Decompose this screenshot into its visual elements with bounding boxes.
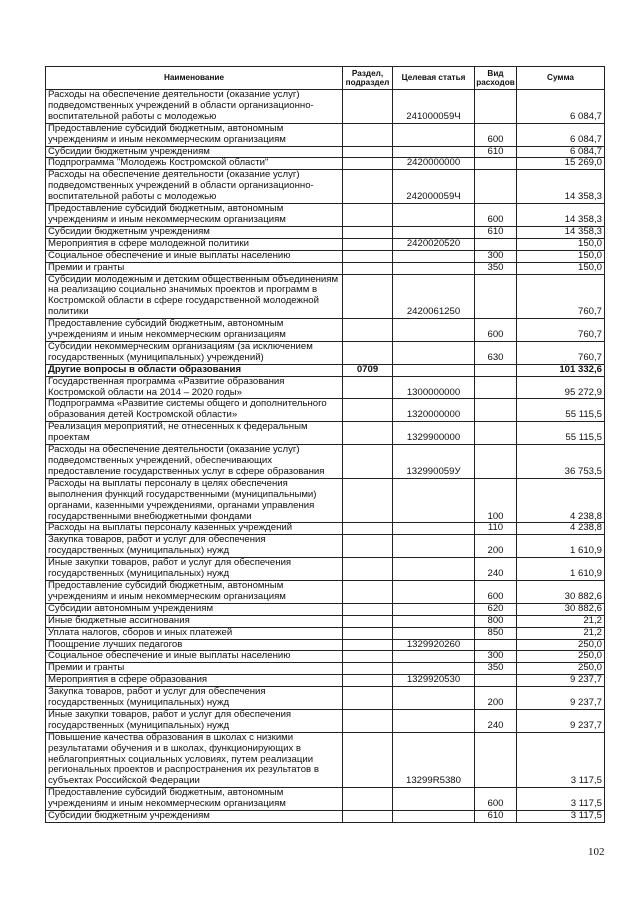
row-name: Премии и гранты bbox=[46, 663, 343, 675]
table-row bbox=[46, 558, 605, 581]
row-kind bbox=[475, 364, 517, 376]
row-target: 1329920530 bbox=[393, 675, 475, 687]
row-kind bbox=[475, 732, 517, 788]
row-section bbox=[343, 341, 393, 364]
row-kind bbox=[475, 445, 517, 479]
row-kind bbox=[475, 422, 517, 445]
row-sum: 250,0 bbox=[517, 663, 605, 675]
table-row bbox=[46, 341, 605, 364]
row-target bbox=[393, 627, 475, 639]
row-name: Предоставление субсидий бюджетным, автономным учреждениям и иным некоммерческим организациям bbox=[46, 580, 343, 603]
row-kind: 600 bbox=[475, 580, 517, 603]
row-sum: 3 117,5 bbox=[517, 788, 605, 811]
row-sum: 30 882,6 bbox=[517, 603, 605, 615]
row-target bbox=[393, 478, 475, 523]
row-name: Расходы на обеспечение деятельности (оказание услуг) подведомственных учреждений в области организационно-воспитательной работы с молодежью bbox=[46, 90, 343, 124]
table-row bbox=[46, 732, 605, 788]
row-section bbox=[343, 558, 393, 581]
row-target: 1329920260 bbox=[393, 639, 475, 651]
row-kind: 240 bbox=[475, 709, 517, 732]
row-kind: 850 bbox=[475, 627, 517, 639]
row-section bbox=[343, 615, 393, 627]
row-sum: 3 117,5 bbox=[517, 811, 605, 823]
row-target bbox=[393, 250, 475, 262]
row-sum: 6 084,7 bbox=[517, 90, 605, 124]
row-target: 1300000000 bbox=[393, 376, 475, 399]
table-row bbox=[46, 603, 605, 615]
row-target bbox=[393, 663, 475, 675]
row-sum: 150,0 bbox=[517, 250, 605, 262]
table-row bbox=[46, 250, 605, 262]
row-sum: 250,0 bbox=[517, 639, 605, 651]
table-row bbox=[46, 523, 605, 535]
row-kind: 300 bbox=[475, 651, 517, 663]
row-section bbox=[343, 238, 393, 250]
table-header bbox=[46, 67, 605, 90]
row-sum: 14 358,3 bbox=[517, 170, 605, 204]
row-target bbox=[393, 226, 475, 238]
row-sum: 150,0 bbox=[517, 262, 605, 274]
row-section bbox=[343, 158, 393, 170]
table-row bbox=[46, 639, 605, 651]
row-target: 2420000000 bbox=[393, 158, 475, 170]
row-sum: 15 269,0 bbox=[517, 158, 605, 170]
row-target: 2420061250 bbox=[393, 274, 475, 319]
row-target: 2420020520 bbox=[393, 238, 475, 250]
row-name: Предоставление субсидий бюджетным, автономным учреждениям и иным некоммерческим организациям bbox=[46, 123, 343, 146]
row-target bbox=[393, 603, 475, 615]
row-target bbox=[393, 651, 475, 663]
row-name: Повышение качества образования в школах с низкими результатами обучения и в школах, функционирующих в неблагоприятных социальных условиях, путем реализации региональных проектов и распространения их результатов в субъектах Российской Федерации bbox=[46, 732, 343, 788]
row-sum: 3 117,5 bbox=[517, 732, 605, 788]
row-kind: 610 bbox=[475, 146, 517, 158]
row-section bbox=[343, 580, 393, 603]
table-row bbox=[46, 274, 605, 319]
table-body bbox=[46, 90, 605, 823]
row-kind: 630 bbox=[475, 341, 517, 364]
row-sum: 4 238,8 bbox=[517, 523, 605, 535]
row-kind bbox=[475, 274, 517, 319]
row-name: Социальное обеспечение и иные выплаты населению bbox=[46, 250, 343, 262]
row-section bbox=[343, 535, 393, 558]
row-target bbox=[393, 341, 475, 364]
row-section bbox=[343, 627, 393, 639]
row-section bbox=[343, 146, 393, 158]
row-name: Субсидии автономным учреждениям bbox=[46, 603, 343, 615]
row-name: Подпрограмма «Развитие системы общего и дополнительного образования детей Костромской области» bbox=[46, 399, 343, 422]
row-name: Мероприятия в сфере образования bbox=[46, 675, 343, 687]
row-section bbox=[343, 603, 393, 615]
row-kind bbox=[475, 158, 517, 170]
row-target bbox=[393, 535, 475, 558]
row-kind: 600 bbox=[475, 123, 517, 146]
table-row bbox=[46, 170, 605, 204]
row-target: 132990059У bbox=[393, 445, 475, 479]
row-target bbox=[393, 319, 475, 342]
table-row bbox=[46, 158, 605, 170]
table-row bbox=[46, 319, 605, 342]
table-row bbox=[46, 262, 605, 274]
budget-table bbox=[45, 66, 605, 823]
row-section bbox=[343, 204, 393, 227]
row-kind: 350 bbox=[475, 262, 517, 274]
row-kind: 600 bbox=[475, 788, 517, 811]
row-section bbox=[343, 675, 393, 687]
row-section bbox=[343, 319, 393, 342]
row-section bbox=[343, 226, 393, 238]
row-target: 241000059Ч bbox=[393, 90, 475, 124]
page-number: 102 bbox=[588, 846, 605, 858]
row-section bbox=[343, 274, 393, 319]
row-target bbox=[393, 364, 475, 376]
header-row bbox=[46, 67, 605, 90]
row-sum: 6 084,7 bbox=[517, 123, 605, 146]
table-row bbox=[46, 204, 605, 227]
row-name: Мероприятия в сфере молодежной политики bbox=[46, 238, 343, 250]
row-section bbox=[343, 170, 393, 204]
row-name: Предоставление субсидий бюджетным, автономным учреждениям и иным некоммерческим организациям bbox=[46, 788, 343, 811]
row-target: 1320000000 bbox=[393, 399, 475, 422]
row-sum: 36 753,5 bbox=[517, 445, 605, 479]
row-kind: 800 bbox=[475, 615, 517, 627]
row-section bbox=[343, 262, 393, 274]
table-row bbox=[46, 422, 605, 445]
table-row bbox=[46, 651, 605, 663]
row-kind: 620 bbox=[475, 603, 517, 615]
row-kind: 350 bbox=[475, 663, 517, 675]
row-section bbox=[343, 523, 393, 535]
row-section bbox=[343, 788, 393, 811]
row-kind: 300 bbox=[475, 250, 517, 262]
row-name: Государственная программа «Развитие образования Костромской области на 2014 – 2020 годы» bbox=[46, 376, 343, 399]
row-kind: 600 bbox=[475, 204, 517, 227]
table-row bbox=[46, 399, 605, 422]
row-sum: 95 272,9 bbox=[517, 376, 605, 399]
row-target bbox=[393, 788, 475, 811]
row-target bbox=[393, 204, 475, 227]
row-section bbox=[343, 732, 393, 788]
row-name: Закупка товаров, работ и услуг для обеспечения государственных (муниципальных) нужд bbox=[46, 535, 343, 558]
row-target: 13299R5380 bbox=[393, 732, 475, 788]
row-kind bbox=[475, 90, 517, 124]
row-sum: 1 610,9 bbox=[517, 535, 605, 558]
row-sum: 14 358,3 bbox=[517, 204, 605, 227]
row-name: Предоставление субсидий бюджетным, автономным учреждениям и иным некоммерческим организациям bbox=[46, 204, 343, 227]
row-kind: 110 bbox=[475, 523, 517, 535]
row-name: Социальное обеспечение и иные выплаты населению bbox=[46, 651, 343, 663]
header-target: Целевая статья bbox=[393, 67, 475, 90]
row-sum: 250,0 bbox=[517, 651, 605, 663]
row-name: Расходы на выплаты персоналу в целях обеспечения выполнения функций государственными (муниципальными) органами, казенными учреждениями, органами управления государственными внебюджетными фондами bbox=[46, 478, 343, 523]
row-sum: 4 238,8 bbox=[517, 478, 605, 523]
row-name: Реализация мероприятий, не отнесенных к федеральным проектам bbox=[46, 422, 343, 445]
row-sum: 21,2 bbox=[517, 615, 605, 627]
row-kind bbox=[475, 170, 517, 204]
row-section bbox=[343, 399, 393, 422]
row-sum: 21,2 bbox=[517, 627, 605, 639]
row-section: 0709 bbox=[343, 364, 393, 376]
row-target bbox=[393, 262, 475, 274]
table-row bbox=[46, 811, 605, 823]
row-section bbox=[343, 687, 393, 710]
row-name: Предоставление субсидий бюджетным, автономным учреждениям и иным некоммерческим организациям bbox=[46, 319, 343, 342]
row-kind bbox=[475, 376, 517, 399]
row-target bbox=[393, 558, 475, 581]
row-name: Уплата налогов, сборов и иных платежей bbox=[46, 627, 343, 639]
table-row bbox=[46, 627, 605, 639]
row-name: Премии и гранты bbox=[46, 262, 343, 274]
row-target bbox=[393, 811, 475, 823]
row-name: Субсидии бюджетным учреждениям bbox=[46, 226, 343, 238]
row-sum: 760,7 bbox=[517, 274, 605, 319]
row-section bbox=[343, 709, 393, 732]
row-target bbox=[393, 709, 475, 732]
table-row bbox=[46, 364, 605, 376]
row-name: Поощрение лучших педагогов bbox=[46, 639, 343, 651]
row-sum: 9 237,7 bbox=[517, 675, 605, 687]
row-section bbox=[343, 123, 393, 146]
row-section bbox=[343, 811, 393, 823]
row-name: Иные закупки товаров, работ и услуг для обеспечения государственных (муниципальных) нужд bbox=[46, 558, 343, 581]
row-kind: 100 bbox=[475, 478, 517, 523]
table-row bbox=[46, 445, 605, 479]
row-name: Закупка товаров, работ и услуг для обеспечения государственных (муниципальных) нужд bbox=[46, 687, 343, 710]
header-name: Наименование bbox=[46, 67, 343, 90]
row-name: Субсидии некоммерческим организациям (за исключением государственных (муниципальных) учреждений) bbox=[46, 341, 343, 364]
row-kind: 600 bbox=[475, 319, 517, 342]
row-sum: 101 332,6 bbox=[517, 364, 605, 376]
row-sum: 55 115,5 bbox=[517, 422, 605, 445]
row-kind: 200 bbox=[475, 687, 517, 710]
table-row bbox=[46, 146, 605, 158]
row-name: Расходы на обеспечение деятельности (оказание услуг) подведомственных учреждений, обеспечивающих предоставление государственных услуг в сфере образования bbox=[46, 445, 343, 479]
table-row bbox=[46, 675, 605, 687]
row-name: Субсидии бюджетным учреждениям bbox=[46, 811, 343, 823]
table-row bbox=[46, 90, 605, 124]
row-kind: 610 bbox=[475, 226, 517, 238]
row-name: Другие вопросы в области образования bbox=[46, 364, 343, 376]
row-name: Субсидии молодежным и детским общественным объединениям на реализацию социально значимых проектов и программ в Костромской области в сфере государственной молодежной политики bbox=[46, 274, 343, 319]
table-row bbox=[46, 788, 605, 811]
row-target bbox=[393, 580, 475, 603]
row-sum: 760,7 bbox=[517, 319, 605, 342]
row-target: 242000059Ч bbox=[393, 170, 475, 204]
row-kind bbox=[475, 238, 517, 250]
row-kind: 200 bbox=[475, 535, 517, 558]
row-kind: 240 bbox=[475, 558, 517, 581]
row-kind bbox=[475, 639, 517, 651]
row-sum: 9 237,7 bbox=[517, 687, 605, 710]
row-target bbox=[393, 123, 475, 146]
row-section bbox=[343, 250, 393, 262]
row-kind bbox=[475, 675, 517, 687]
row-kind: 610 bbox=[475, 811, 517, 823]
table-row bbox=[46, 226, 605, 238]
table-row bbox=[46, 687, 605, 710]
row-section bbox=[343, 478, 393, 523]
row-sum: 55 115,5 bbox=[517, 399, 605, 422]
header-section: Раздел, подраздел bbox=[343, 67, 393, 90]
row-sum: 760,7 bbox=[517, 341, 605, 364]
table-row bbox=[46, 663, 605, 675]
row-section bbox=[343, 90, 393, 124]
row-name: Расходы на обеспечение деятельности (оказание услуг) подведомственных учреждений в области организационно-воспитательной работы с молодежью bbox=[46, 170, 343, 204]
row-target bbox=[393, 687, 475, 710]
table-row bbox=[46, 123, 605, 146]
table-row bbox=[46, 238, 605, 250]
row-name: Иные бюджетные ассигнования bbox=[46, 615, 343, 627]
table-row bbox=[46, 478, 605, 523]
row-sum: 14 358,3 bbox=[517, 226, 605, 238]
row-target bbox=[393, 146, 475, 158]
table-row bbox=[46, 535, 605, 558]
table-row bbox=[46, 709, 605, 732]
row-section bbox=[343, 639, 393, 651]
row-section bbox=[343, 663, 393, 675]
table-row bbox=[46, 580, 605, 603]
row-section bbox=[343, 376, 393, 399]
row-section bbox=[343, 422, 393, 445]
row-name: Субсидии бюджетным учреждениям bbox=[46, 146, 343, 158]
header-kind: Вид расходов bbox=[475, 67, 517, 90]
row-target bbox=[393, 523, 475, 535]
table-row bbox=[46, 376, 605, 399]
row-section bbox=[343, 651, 393, 663]
row-sum: 150,0 bbox=[517, 238, 605, 250]
row-target bbox=[393, 615, 475, 627]
row-name: Подпрограмма "Молодежь Костромской области" bbox=[46, 158, 343, 170]
row-kind bbox=[475, 399, 517, 422]
row-name: Иные закупки товаров, работ и услуг для обеспечения государственных (муниципальных) нужд bbox=[46, 709, 343, 732]
header-sum: Сумма bbox=[517, 67, 605, 90]
row-name: Расходы на выплаты персоналу казенных учреждений bbox=[46, 523, 343, 535]
table-row bbox=[46, 615, 605, 627]
row-sum: 1 610,9 bbox=[517, 558, 605, 581]
row-sum: 30 882,6 bbox=[517, 580, 605, 603]
row-sum: 6 084,7 bbox=[517, 146, 605, 158]
row-section bbox=[343, 445, 393, 479]
row-sum: 9 237,7 bbox=[517, 709, 605, 732]
row-target: 1329900000 bbox=[393, 422, 475, 445]
